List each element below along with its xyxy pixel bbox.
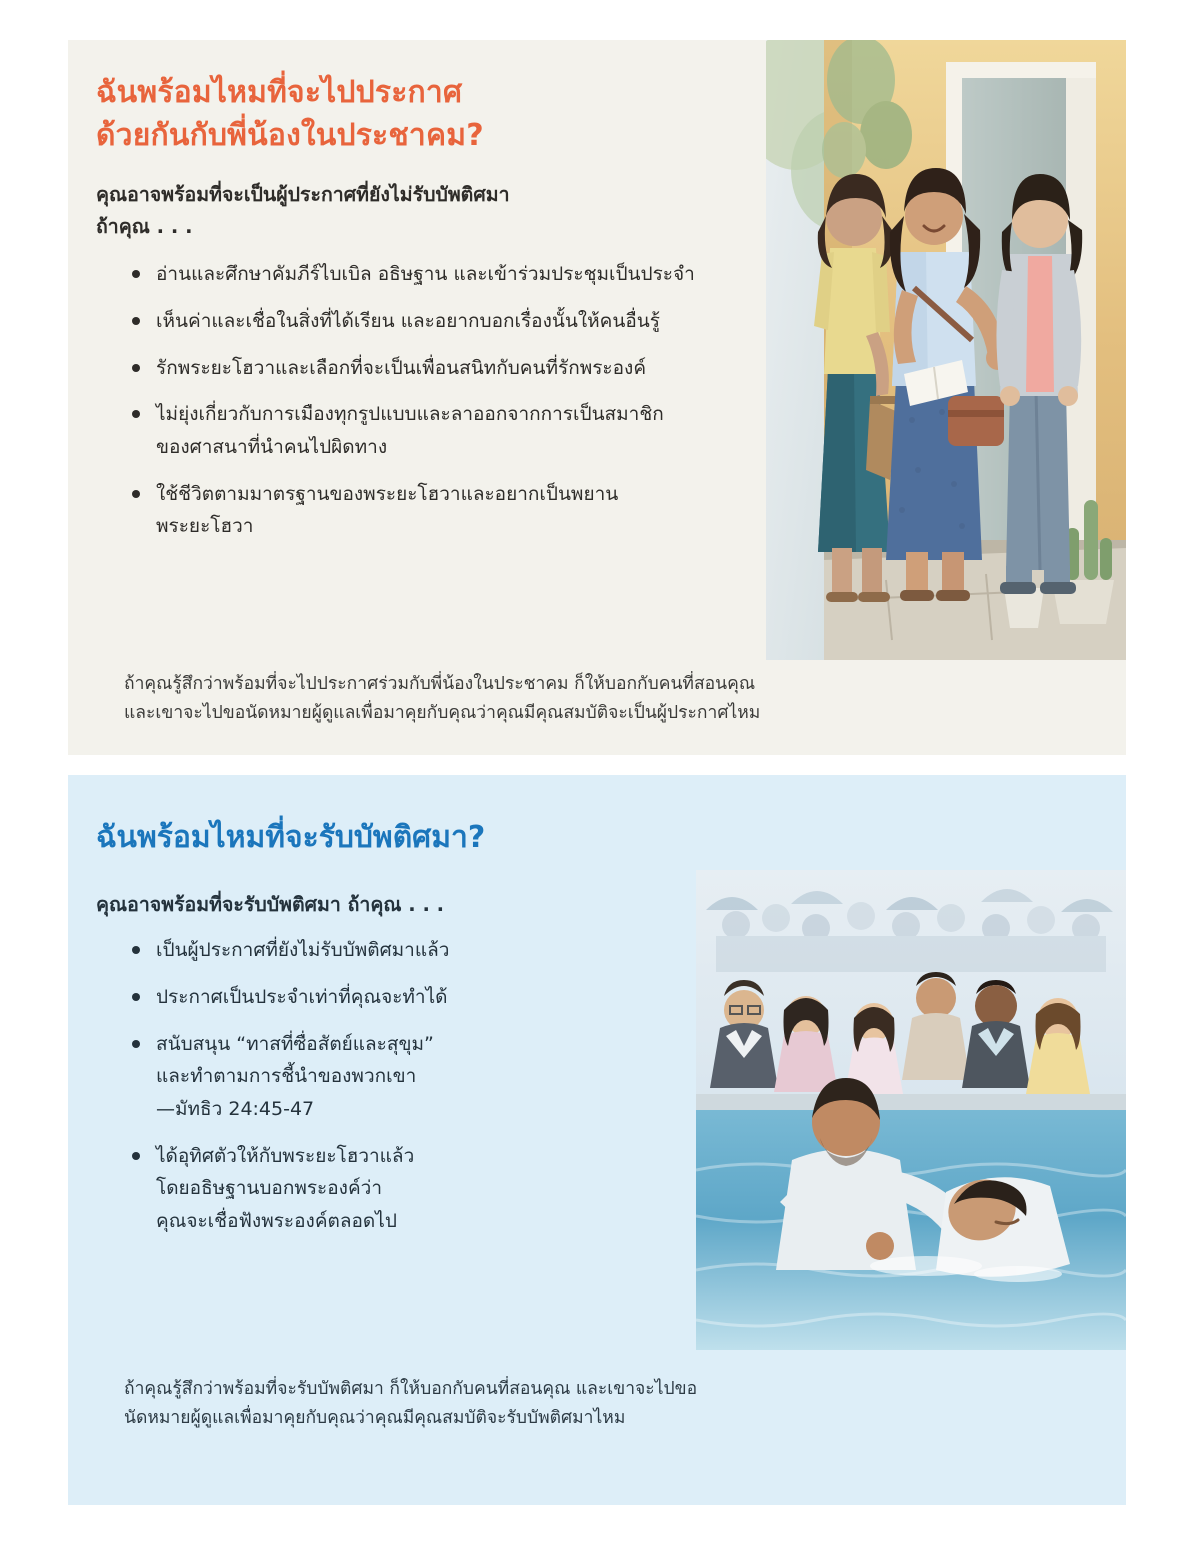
section-one-footnote [124, 670, 924, 728]
list-item [130, 258, 796, 291]
bullet-line: ของศาสนาที่นำคนไปผิดทาง [156, 436, 388, 459]
lead-line-1: คุณอาจพร้อมที่จะเป็นผู้ประกาศที่ยังไม่รับบัพติศมา [96, 183, 510, 207]
bullet-line: โดยอธิษฐานบอกพระองค์ว่า [156, 1177, 382, 1200]
title-line-2: ด้วยกันกับพี่น้องในประชาคม? [96, 117, 484, 153]
lead-line-2: ถ้าคุณ . . . [96, 214, 193, 238]
bullet-line: รักพระยะโฮวาและเลือกที่จะเป็นเพื่อนสนิทกับคนที่รักพระองค์ [156, 356, 647, 379]
footnote-line: นัดหมายผู้ดูแลเพื่อมาคุยกับคุณว่าคุณมีคุณสมบัติจะรับบัพติศมาไหม [124, 1408, 626, 1429]
section-one-lead [96, 179, 796, 242]
section-one-text-block [96, 72, 796, 557]
bullet-line: อ่านและศึกษาคัมภีร์ไบเบิล อธิษฐาน และเข้าร่วมประชุมเป็นประจำ [156, 263, 695, 286]
section-two-footnote [124, 1375, 884, 1433]
title-line-1: ฉันพร้อมไหมที่จะไปประกาศ [96, 75, 463, 110]
footnote-line: และเขาจะไปขอนัดหมายผู้ดูแลเพื่อมาคุยกับคุณว่าคุณมีคุณสมบัติจะเป็นผู้ประกาศไหม [124, 703, 761, 724]
bullet-line: ประกาศเป็นประจำเท่าที่คุณจะทำได้ [156, 985, 448, 1008]
footnote-line: ถ้าคุณรู้สึกว่าพร้อมที่จะรับบัพติศมา ก็ให้บอกกับคนที่สอนคุณ และเขาจะไปขอ [124, 1379, 698, 1399]
section-two-bullet-list [96, 934, 696, 1237]
section-baptism [68, 775, 1126, 1505]
bullet-line: ได้อุทิศตัวให้กับพระยะโฮวาแล้ว [156, 1144, 415, 1167]
three-women-at-doorway-illustration [766, 40, 1126, 660]
section-two-title: ฉันพร้อมไหมที่จะรับบัพติศมา? [96, 820, 486, 855]
bullet-line: และทำตามการชี้นำของพวกเขา [156, 1065, 417, 1088]
section-one-title [96, 72, 796, 157]
bullet-line: ไม่ยุ่งเกี่ยวกับการเมืองทุกรูปแบบและลาออกจากการเป็นสมาชิก [156, 403, 664, 426]
list-item [130, 981, 696, 1014]
section-preaching [68, 40, 1126, 755]
section-two-lead: คุณอาจพร้อมที่จะรับบัพติศมา ถ้าคุณ . . . [96, 893, 445, 916]
bullet-line-scripture: —มัทธิว 24:45-47 [156, 1097, 315, 1120]
bullet-line: สนับสนุน “ทาสที่ซื่อสัตย์และสุขุม” [156, 1032, 434, 1055]
list-item [130, 478, 796, 543]
bullet-line: พระยะโฮวา [156, 515, 254, 538]
section-one-bullet-list [96, 258, 796, 543]
bullet-line: ใช้ชีวิตตามมาตรฐานของพระยะโฮวาและอยากเป็นพยาน [156, 482, 619, 505]
list-item [130, 1028, 696, 1126]
bullet-line: เห็นค่าและเชื่อในสิ่งที่ได้เรียน และอยากบอกเรื่องนั้นให้คนอื่นรู้ [156, 310, 660, 333]
list-item [130, 398, 796, 463]
bullet-line: เป็นผู้ประกาศที่ยังไม่รับบัพติศมาแล้ว [156, 939, 450, 962]
baptism-in-pool-illustration [696, 870, 1126, 1350]
list-item [130, 934, 696, 967]
list-item [130, 305, 796, 338]
list-item [130, 1140, 696, 1238]
footnote-line: ถ้าคุณรู้สึกว่าพร้อมที่จะไปประกาศร่วมกับพี่น้องในประชาคม ก็ให้บอกกับคนที่สอนคุณ [124, 674, 756, 694]
list-item [130, 352, 796, 385]
bullet-line: คุณจะเชื่อฟังพระองค์ตลอดไป [156, 1209, 397, 1232]
section-two-text-block [96, 817, 696, 1252]
